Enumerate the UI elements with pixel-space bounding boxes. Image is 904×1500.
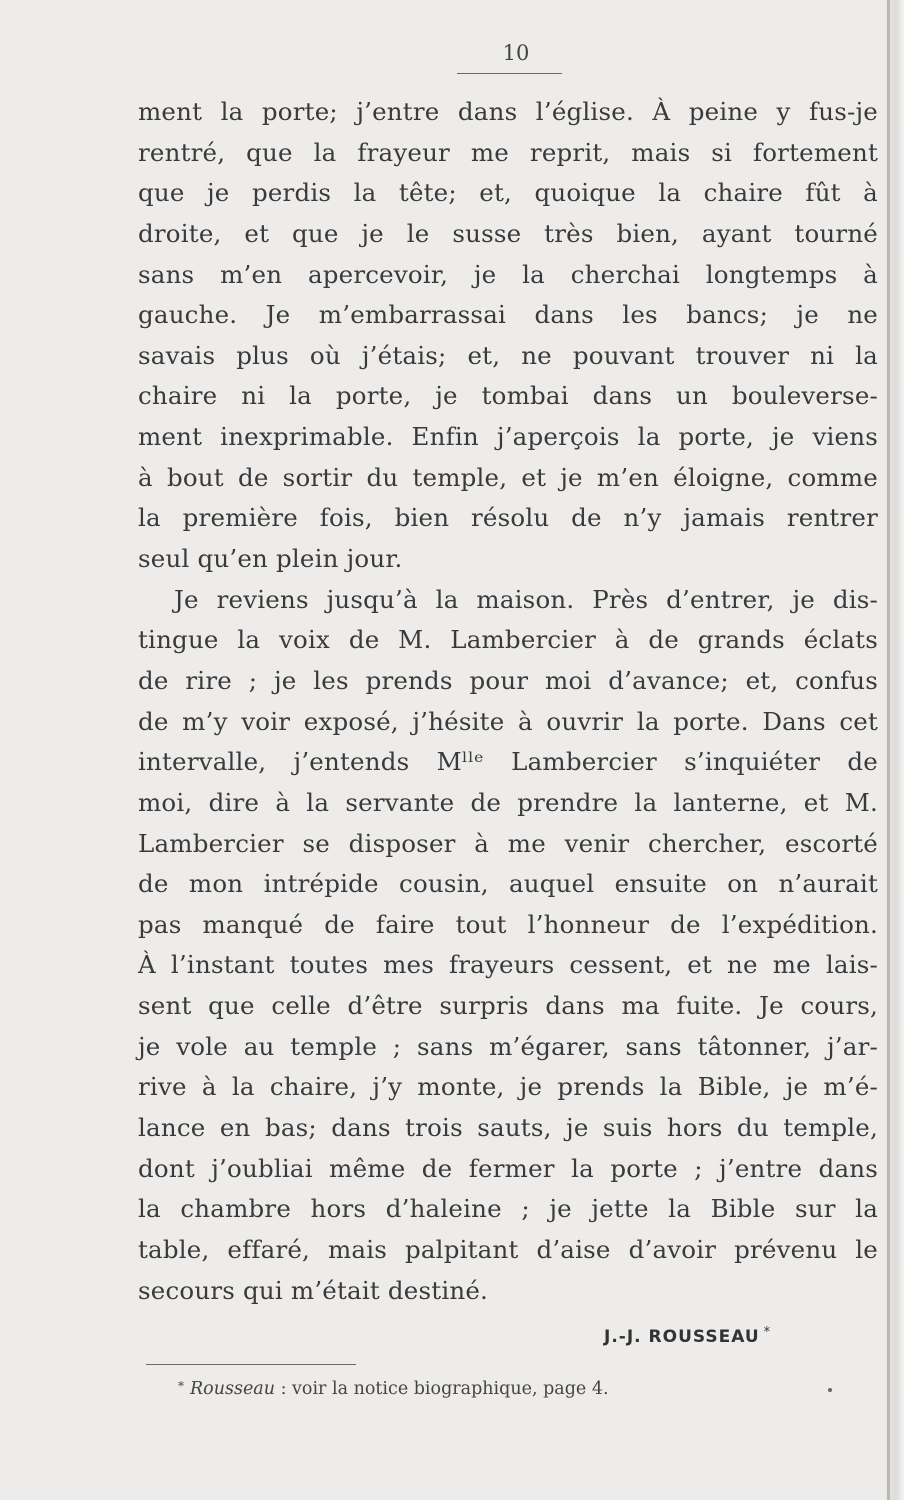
text-line: à bout de sortir du temple, et je m’en éloigne, comme [138, 462, 878, 492]
text-line: la première fois, bien résolu de n’y jamais rentrer [138, 503, 878, 533]
text-line: chaire ni la porte, je tombai dans un bouleverse- [138, 381, 878, 411]
text-line: moi, dire à la servante de prendre la lanterne, et M. [138, 787, 878, 817]
footnote-star: * [178, 1379, 184, 1393]
author-name: J.-J. ROUSSEAU [604, 1327, 760, 1347]
text-line: dont j’oubliai même de fermer la porte ; j’entre dans [138, 1153, 878, 1183]
text-line: je vole au temple ; sans m’égarer, sans tâtonner, j’ar- [138, 1031, 878, 1061]
text-line: de rire ; je les prends pour moi d’avance; et, confus [138, 665, 878, 695]
footnote-marker: * [763, 1325, 772, 1340]
text-line: que je perdis la tête; et, quoique la chaire fût à [138, 178, 878, 208]
text-line: la chambre hors d’haleine ; je jette la Bible sur la [138, 1194, 878, 1224]
footnote-rule [146, 1364, 356, 1365]
stray-dot [828, 1388, 832, 1392]
text-line: de mon intrépide cousin, auquel ensuite on n’aurait [138, 869, 878, 899]
body-text [138, 92, 878, 1311]
text-line: tingue la voix de M. Lambercier à de grands éclats [138, 625, 878, 655]
text-line: rive à la chaire, j’y monte, je prends la Bible, je m’é- [138, 1072, 878, 1102]
text-line: pas manqué de faire tout l’honneur de l’expédition. [138, 909, 878, 939]
text-line: ment inexprimable. Enfin j’aperçois la porte, je viens [138, 422, 878, 452]
page-edge-line [887, 0, 890, 1500]
text-line: sent que celle d’être surpris dans ma fuite. Je cours, [138, 991, 878, 1021]
author-signature [604, 1325, 771, 1347]
text-line: secours qui m’était destiné. [138, 1275, 489, 1305]
text-line: savais plus où j’étais; et, ne pouvant trouver ni la [138, 340, 878, 370]
footnote [178, 1379, 609, 1399]
text-line: Je reviens jusqu’à la maison. Près d’entrer, je dis- [174, 584, 878, 614]
text-line: Lambercier se disposer à me venir chercher, escorté [138, 828, 878, 858]
footnote-name: Rousseau [190, 1379, 276, 1399]
text-line: table, effaré, mais palpitant d’aise d’avoir prévenu le [138, 1234, 878, 1264]
text-line: intervalle, j’entends Mˡˡᵉ Lambercier s’inquiéter de [138, 747, 878, 777]
text-line: ment la porte; j’entre dans l’église. À peine y fus-je [138, 97, 878, 126]
page-number-rule [457, 73, 562, 74]
text-line: rentré, que la frayeur me reprit, mais si fortement [138, 137, 878, 167]
page-number: 10 [502, 41, 530, 65]
text-line: À l’instant toutes mes frayeurs cessent, et ne me lais- [138, 950, 878, 980]
text-line: de m’y voir exposé, j’hésite à ouvrir la porte. Dans cet [138, 706, 878, 736]
text-line: droite, et que je le susse très bien, ayant tourné [138, 218, 878, 248]
text-line: seul qu’en plein jour. [138, 544, 403, 574]
footnote-text: : voir la notice biographique, page 4. [275, 1379, 609, 1399]
text-line: sans m’en apercevoir, je la cherchai longtemps à [138, 259, 878, 289]
text-line: gauche. Je m’embarrassai dans les bancs; je ne [138, 300, 878, 330]
text-line: lance en bas; dans trois sauts, je suis hors du temple, [138, 1113, 878, 1143]
